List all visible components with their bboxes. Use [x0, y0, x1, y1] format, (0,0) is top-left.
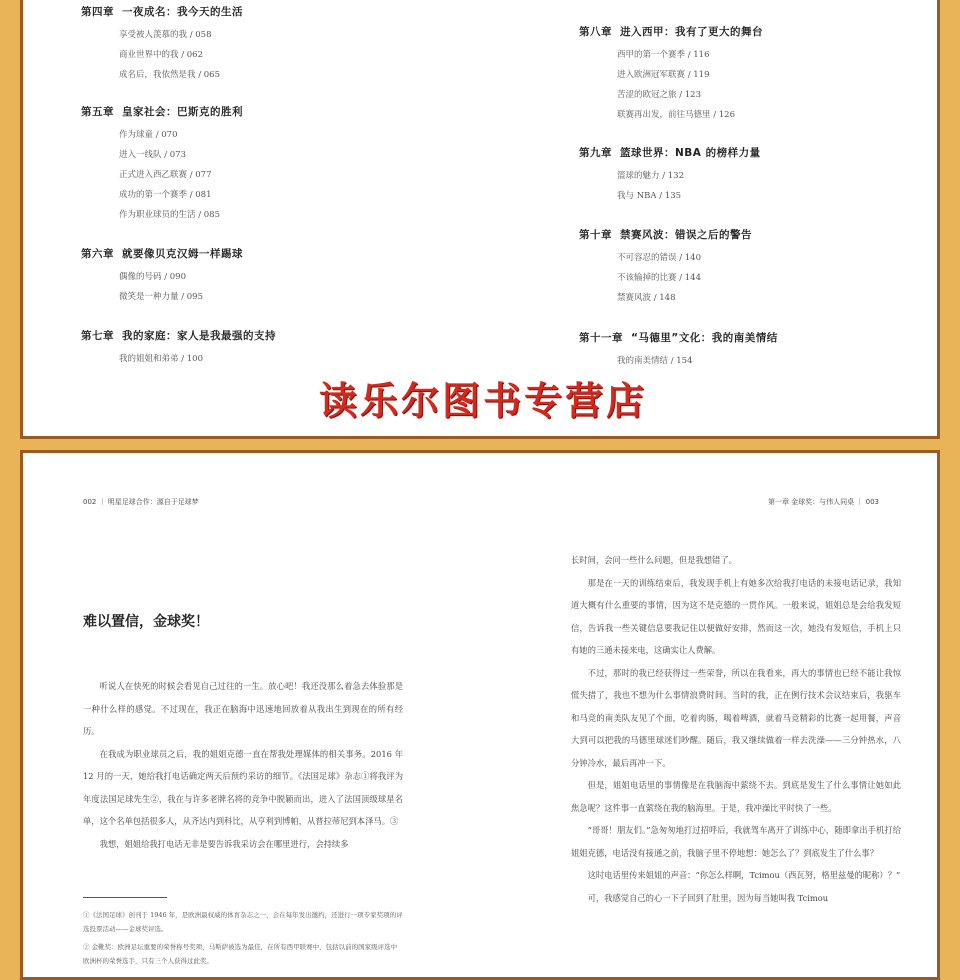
footnotes — [83, 908, 403, 972]
toc-chapter-title — [81, 104, 243, 119]
toc-entry[interactable]: 成功的第一个赛季 / 081 — [119, 190, 212, 200]
toc-entry[interactable]: 微笑是一种力量 / 095 — [119, 292, 203, 302]
toc-chapter-name: “马德里”文化：我的南美情结 — [631, 332, 778, 344]
body-paragraph: 但是，姐姐电话里的事情像是在我脑海中萦绕不去。到底是发生了什么事情让她如此焦急呢？这件事一直萦绕在我的脑海里。于是，我冲澡比平时快了一些。 — [571, 780, 901, 813]
toc-chapter-name: 禁赛风波：错误之后的警告 — [620, 229, 752, 241]
body-paragraph: 这时电话里传来姐姐的声音：“你怎么样啊，Tcimou（西瓦努，格里兹曼的昵称）？” — [587, 870, 901, 880]
toc-chapter-name: 就要像贝克汉姆一样踢球 — [122, 248, 243, 260]
right-page-header: 第一章 金球奖：与伟人同桌 ｜ 003 — [767, 498, 879, 506]
toc-entry[interactable]: 商业世界中的我 / 062 — [119, 50, 203, 60]
body-paragraph: 长时间，会问一些什么问题，但是我想错了。 — [571, 555, 737, 565]
toc-chapter-number: 第十一章 — [579, 332, 623, 344]
toc-chapter-title — [579, 145, 761, 160]
body-paragraph: 那是在一天的训练结束后，我发现手机上有她多次给我打电话的未接电话记录，我知道大概有什么重要的事情，因为这不是克德的一贯作风。一般来说，姐姐总是会给我发短信，告诉我一些关键信息要我记住以便做好安排，然而这一次，她没有发短信，手机上只有她的三通未接来电，这确实让人费解。 — [571, 577, 901, 655]
toc-chapter-name: 进入西甲：我有了更大的舞台 — [620, 26, 763, 38]
toc-entry[interactable]: 作为职业球员的生活 / 085 — [119, 210, 220, 220]
toc-entry[interactable]: 不可容忍的错误 / 140 — [617, 253, 701, 263]
left-page-header: 002 ｜ 明星足球合作：源自于足球梦 — [83, 498, 199, 506]
toc-entry[interactable]: 进入一线队 / 073 — [119, 150, 186, 160]
toc-chapter-name: 一夜成名：我今天的生活 — [122, 6, 243, 18]
toc-entry[interactable]: 我的姐姐和弟弟 / 100 — [119, 354, 203, 364]
section-title: 难以置信，金球奖！ — [83, 614, 209, 630]
toc-chapter-name: 我的家庭：家人是我最强的支持 — [122, 330, 276, 342]
store-watermark: 读乐尔图书专营店 — [318, 379, 647, 423]
body-paragraph: 可，我感觉自己的心一下子回到了肚里，因为每当她叫我 Tcimou — [587, 892, 829, 903]
toc-entry[interactable]: 不该输掉的比赛 / 144 — [617, 273, 701, 283]
footnote: ② 金靴奖：欧洲足坛重要的荣誉称号奖项，马斯萨被选为最佳，在所有西甲联赛中，包括以前的国家级评选中欧洲杯的荣誉选手，只有三个人获得过此奖。 — [83, 943, 398, 965]
right-page-body — [571, 549, 901, 909]
toc-chapter-number: 第十章 — [579, 229, 612, 241]
toc-chapter — [579, 24, 763, 125]
toc-panel — [20, 0, 940, 439]
toc-chapter — [81, 246, 243, 307]
toc-chapter — [81, 4, 243, 85]
toc-chapter-number: 第五章 — [81, 106, 114, 118]
toc-entry[interactable]: 西甲的第一个赛季 / 116 — [617, 50, 710, 60]
toc-chapter-number: 第七章 — [81, 330, 114, 342]
toc-chapter-number: 第九章 — [579, 147, 612, 159]
toc-entry[interactable]: 篮球的魅力 / 132 — [617, 171, 684, 181]
toc-chapter-title — [579, 24, 763, 39]
toc-chapter-name: 皇家社会：巴斯克的胜利 — [122, 106, 243, 118]
toc-chapter-title — [81, 246, 243, 261]
toc-chapter — [579, 145, 761, 206]
toc-entry[interactable]: 禁赛风波 / 148 — [617, 293, 676, 303]
toc-chapter-title — [81, 4, 243, 19]
toc-entry[interactable]: 我与 NBA / 135 — [617, 191, 682, 201]
toc-chapter-number: 第八章 — [579, 26, 612, 38]
body-paragraph: “哥哥！朋友们。”急匆匆地打过招呼后，我就驾车离开了训练中心，随即拿出手机打给姐姐克德，电话没有接通之前，我脑子里不停地想：她怎么了？到底发生了什么事？ — [571, 825, 901, 858]
toc-chapter-name: 篮球世界：NBA 的榜样力量 — [620, 147, 761, 159]
toc-entry[interactable]: 苦涩的欧冠之旅 / 123 — [617, 90, 701, 100]
body-paragraph: 不过，那时的我已经获得过一些荣誉，所以在我看来，再大的事情也已经不能让我惊慌失措了，我也不想为什么事情浪费时间。当时的我，正在例行技术会议结束后，我驱车和马竞的南美队友见了个面，吃着肉肠，喝着啤酒，就着马竞精彩的比赛一起用餐，声音大到可以把我的马德里球迷们吵醒。随后，我又继续做着一样去洗澡——三分钟热水，八分钟冷水，最后再冲一下。 — [571, 667, 901, 768]
toc-chapter-title — [579, 227, 752, 242]
toc-entry[interactable]: 进入欧洲冠军联赛 / 119 — [617, 70, 710, 80]
toc-entry[interactable]: 成名后，我依然是我 / 065 — [119, 70, 220, 80]
footnote-rule — [83, 897, 167, 898]
toc-chapter — [81, 104, 243, 225]
toc-entry[interactable]: 偶像的号码 / 090 — [119, 272, 186, 282]
toc-entry[interactable]: 正式进入西乙联赛 / 077 — [119, 170, 212, 180]
toc-entry[interactable]: 我的南美情结 / 154 — [617, 356, 693, 366]
body-paragraph: 我想，姐姐给我打电话无非是要告诉我采访会在哪里进行，会持续多 — [99, 838, 349, 849]
toc-chapter-title — [579, 330, 778, 345]
left-page-body — [83, 675, 403, 855]
toc-chapter — [81, 328, 276, 369]
toc-chapter-title — [81, 328, 276, 343]
body-paragraph: 在我成为职业球员之后，我的姐姐克德一直在帮我处理媒体的相关事务。2016 年 12 月的一天，她给我打电话确定两天后预约采访的细节。《法国足球》杂志①将我评为年度法国足球先生②，我在与许多老牌名将的竞争中脱颖而出，进入了法国顶级球星名单，这个名单包括很多人，从齐达内到科比，从亨利到博帕，从普拉蒂尼到本泽马。③ — [83, 748, 403, 826]
body-paragraph: 听说人在快死的时候会看见自己过往的一生。放心吧！我还没那么着急去体验那是一种什么样的感觉。不过现在，我正在脑海中迅速地回放着从我出生到现在的所有经历。 — [83, 681, 403, 736]
footnote: ①《法国足球》创刊于 1946 年，是欧洲最权威的体育杂志之一，会在每年发出邀约，还进行一项专家奖项的评选投票活动——金球奖评选。 — [83, 911, 403, 933]
toc-chapter — [579, 227, 752, 308]
toc-entry[interactable]: 享受被人羡慕的我 / 058 — [119, 30, 212, 40]
toc-entry[interactable]: 联赛再出发，前往马德里 / 126 — [617, 110, 735, 120]
book-spread-panel — [20, 450, 940, 980]
toc-chapter-number: 第六章 — [81, 248, 114, 260]
toc-entry[interactable]: 作为球童 / 070 — [119, 130, 178, 140]
toc-chapter-number: 第四章 — [81, 6, 114, 18]
toc-chapter — [579, 330, 778, 371]
